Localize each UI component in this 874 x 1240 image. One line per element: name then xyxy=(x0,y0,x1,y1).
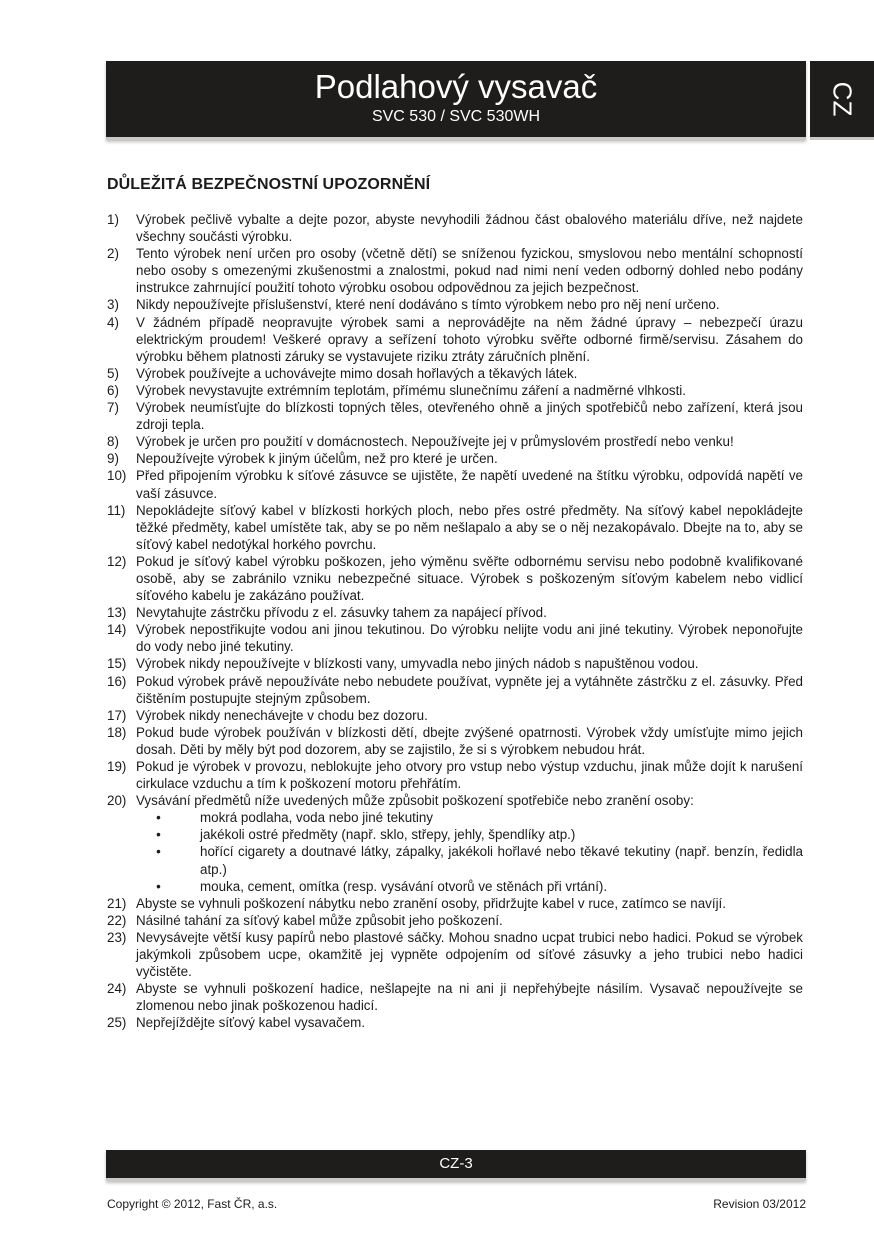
warning-text: V žádném případě neopravujte výrobek sami a neprovádějte na něm žádné úpravy – nebezpečí úrazu elektrickým proudem! Veškeré opravy a seřízení tohoto výrobku svěřte odborné firmě/servisu. Zásahem do výrobku během platnosti záruky se vystavujete riziku ztráty záručních plnění. xyxy=(136,314,803,364)
warning-item xyxy=(107,604,803,621)
sub-item-text: mouka, cement, omítka (resp. vysávání otvorů ve stěnách při vrtání). xyxy=(200,878,608,894)
warning-text: Nevytahujte zástrčku přívodu z el. zásuvky tahem za napájecí přívod. xyxy=(136,605,547,621)
warning-text: Pokud bude výrobek používán v blízkosti dětí, dbejte zvýšené opatrnosti. Výrobek vždy umísťujte mimo jejich dosah. Děti by měly být pod dozorem, aby se zajistilo, že si s výrobkem nebudou hrát. xyxy=(136,724,803,757)
bullet-icon: • xyxy=(156,844,161,860)
warning-number: 25) xyxy=(107,1015,127,1031)
language-tab-label: CZ xyxy=(827,81,858,117)
warning-number: 12) xyxy=(107,553,127,569)
warning-number: 13) xyxy=(107,605,127,621)
bullet-icon: • xyxy=(156,878,161,894)
warning-number: 11) xyxy=(107,502,126,518)
hazard-sub-list-container xyxy=(107,809,803,894)
warning-number: 16) xyxy=(107,673,127,689)
warning-number: 1) xyxy=(107,212,119,227)
page-number: CZ-3 xyxy=(439,1155,473,1172)
safety-warnings-list xyxy=(107,211,803,1032)
warning-item xyxy=(107,450,803,467)
sub-item-text: hořící cigarety a doutnavé látky, zápalky, jakékoli hořlavé nebo těkavé tekutiny (např. benzín, ředidla atp.) xyxy=(200,844,803,877)
warning-number: 10) xyxy=(107,468,127,484)
warning-item xyxy=(107,433,803,450)
warning-text: Nepřejíždějte síťový kabel vysavačem. xyxy=(136,1015,366,1031)
sub-list-item xyxy=(107,809,803,826)
sub-list-item xyxy=(107,843,803,877)
warning-item xyxy=(107,399,803,433)
warning-number: 23) xyxy=(107,929,127,945)
warning-item xyxy=(107,929,803,980)
footer-bar xyxy=(106,1150,806,1181)
model-subtitle: SVC 530 / SVC 530WH xyxy=(371,108,541,125)
warning-number: 17) xyxy=(107,707,127,723)
header-bar xyxy=(106,61,806,140)
warning-item xyxy=(107,365,803,382)
language-tab xyxy=(810,61,874,140)
warning-text: Výrobek nikdy nenechávejte v chodu bez dozoru. xyxy=(136,707,428,723)
warning-item xyxy=(107,621,803,655)
bullet-icon: • xyxy=(156,827,161,843)
warning-item xyxy=(107,707,803,724)
warning-text: Tento výrobek není určen pro osoby (včetně dětí) se sníženou fyzickou, smyslovou nebo mentální schopností nebo osoby s omezenými zkušenostmi a znalostmi, pokud nad nimi není veden odborný dohled nebo podány instrukce zahrnující použití tohoto výrobku osobou odpovědnou za jejich bezpečnost. xyxy=(136,246,803,296)
warning-text: Abyste se vyhnuli poškození hadice, nešlapejte na ni ani ji nepřehýbejte násilím. Vysavač nepoužívejte se zlomenou nebo jinak poškozenou hadicí. xyxy=(136,981,803,1014)
warning-item xyxy=(107,758,803,792)
warning-number: 19) xyxy=(107,759,127,774)
warning-item xyxy=(107,895,803,912)
warning-text: Nepoužívejte výrobek k jiným účelům, než pro které je určen. xyxy=(136,451,498,467)
warning-text: Pokud výrobek právě nepoužíváte nebo nebudete používat, vypněte jej a vytáhněte zástrčku z el. zásuvky. Před čištěním postupujte stejným způsobem. xyxy=(136,673,803,706)
warning-text: Výrobek pečlivě vybalte a dejte pozor, abyste nevyhodili žádnou část obalového materiálu dříve, než najdete všechny součásti výrobku. xyxy=(136,212,803,245)
warning-number: 4) xyxy=(107,314,119,330)
warning-item xyxy=(107,1014,803,1031)
warning-number: 7) xyxy=(107,400,119,416)
sub-item-text: mokrá podlaha, voda nebo jiné tekutiny xyxy=(200,810,434,826)
sub-list-item xyxy=(107,826,803,843)
warning-number: 22) xyxy=(107,912,127,928)
warning-text: Nepokládejte síťový kabel v blízkosti horkých ploch, nebo přes ostré předměty. Na síťový kabel nepokládejte těžké předměty, kabel umístěte tak, aby se po něm nešlapalo a aby se o něj nezakopávalo. Dbejte na to, aby se síťový kabel nedotýkal horkého povrchu. xyxy=(136,502,803,552)
warning-item xyxy=(107,382,803,399)
section-heading: DŮLEŽITÁ BEZPEČNOSTNÍ UPOZORNĚNÍ xyxy=(107,176,431,193)
sub-item-text: jakékoli ostré předměty (např. sklo, střepy, jehly, špendlíky atp.) xyxy=(200,827,576,843)
warning-text: Vysávání předmětů níže uvedených může způsobit poškození spotřebiče nebo zranění osoby: xyxy=(136,793,694,809)
warning-item xyxy=(107,912,803,929)
warning-item xyxy=(107,724,803,758)
bullet-icon: • xyxy=(156,810,161,826)
warning-number: 3) xyxy=(107,297,119,313)
warning-item xyxy=(107,314,803,365)
copyright-notice: Copyright © 2012, Fast ČR, a.s. xyxy=(107,1197,278,1211)
warning-text: Výrobek nikdy nepoužívejte v blízkosti vany, umyvadla nebo jiných nádob s napuštěnou vodou. xyxy=(136,656,699,672)
hazard-sub-list xyxy=(107,809,803,894)
warning-text: Před připojením výrobku k síťové zásuvce se ujistěte, že napětí uvedené na štítku výrobku, odpovídá napětí ve vaší zásuvce. xyxy=(136,468,803,501)
warning-text: Výrobek neumísťujte do blízkosti topných těles, otevřeného ohně a jiných spotřebičů nebo zařízení, která jsou zdroji tepla. xyxy=(136,400,803,433)
warning-text: Výrobek je určen pro použití v domácnostech. Nepoužívejte jej v průmyslovém prostředí nebo venku! xyxy=(136,434,734,450)
sub-list-item xyxy=(107,878,803,895)
warning-text: Násilné tahání za síťový kabel může způsobit jeho poškození. xyxy=(136,912,503,928)
warning-item xyxy=(107,296,803,313)
warning-number: 5) xyxy=(107,365,119,381)
warning-item xyxy=(107,245,803,296)
warning-text: Nikdy nepoužívejte příslušenství, které není dodáváno s tímto výrobkem nebo pro něj není určeno. xyxy=(136,297,720,313)
revision-label: Revision 03/2012 xyxy=(713,1197,806,1211)
warning-item xyxy=(107,655,803,672)
warning-number: 20) xyxy=(107,793,127,809)
warning-number: 6) xyxy=(107,382,119,398)
warning-number: 18) xyxy=(107,724,127,740)
warning-item xyxy=(107,502,803,553)
warning-item xyxy=(107,553,803,604)
warning-item xyxy=(107,211,803,245)
warning-text: Abyste se vyhnuli poškození nábytku nebo zranění osoby, přidržujte kabel v ruce, zatímco se navíjí. xyxy=(136,895,726,911)
page-title: Podlahový vysavač xyxy=(314,68,598,105)
warning-text: Nevysávejte větší kusy papírů nebo plastové sáčky. Mohou snadno ucpat trubici nebo hadici. Pokud se výrobek jakýmkoli způsobem ucpe, okamžitě jej vypněte odpojením od síťové zásuvky a jeho trubici nebo hadici vyčistěte. xyxy=(136,929,803,980)
warning-number: 9) xyxy=(107,451,119,467)
warning-text: Výrobek nevystavujte extrémním teplotám, přímému slunečnímu záření a nadměrné vlhkosti. xyxy=(136,382,687,398)
warning-number: 21) xyxy=(107,895,127,911)
warning-number: 24) xyxy=(107,981,127,997)
warning-text: Výrobek nepostřikujte vodou ani jinou tekutinou. Do výrobku nelijte vodu ani jiné tekutiny. Výrobek neponořujte do vody nebo jiné tekutiny. xyxy=(136,622,803,655)
warning-text: Pokud je síťový kabel výrobku poškozen, jeho výměnu svěřte odbornému servisu nebo podobně kvalifikované osobě, aby se zabránilo vzniku nebezpečné situace. Výrobek s poškozeným síťovým kabelem nebo vidlicí síťového kabelu je zakázáno používat. xyxy=(136,553,803,604)
warning-item xyxy=(107,673,803,707)
warning-item xyxy=(107,792,803,809)
warning-number: 2) xyxy=(107,246,119,262)
warning-item xyxy=(107,467,803,501)
warning-item xyxy=(107,980,803,1014)
warning-text: Výrobek používejte a uchovávejte mimo dosah hořlavých a těkavých látek. xyxy=(136,365,578,381)
warning-number: 15) xyxy=(107,656,127,672)
warning-text: Pokud je výrobek v provozu, neblokujte jeho otvory pro vstup nebo výstup vzduchu, jinak může dojít k narušení cirkulace vzduchu a tím k poškození motoru přehřátím. xyxy=(136,759,803,792)
warning-number: 8) xyxy=(107,434,119,450)
warning-number: 14) xyxy=(107,622,127,638)
